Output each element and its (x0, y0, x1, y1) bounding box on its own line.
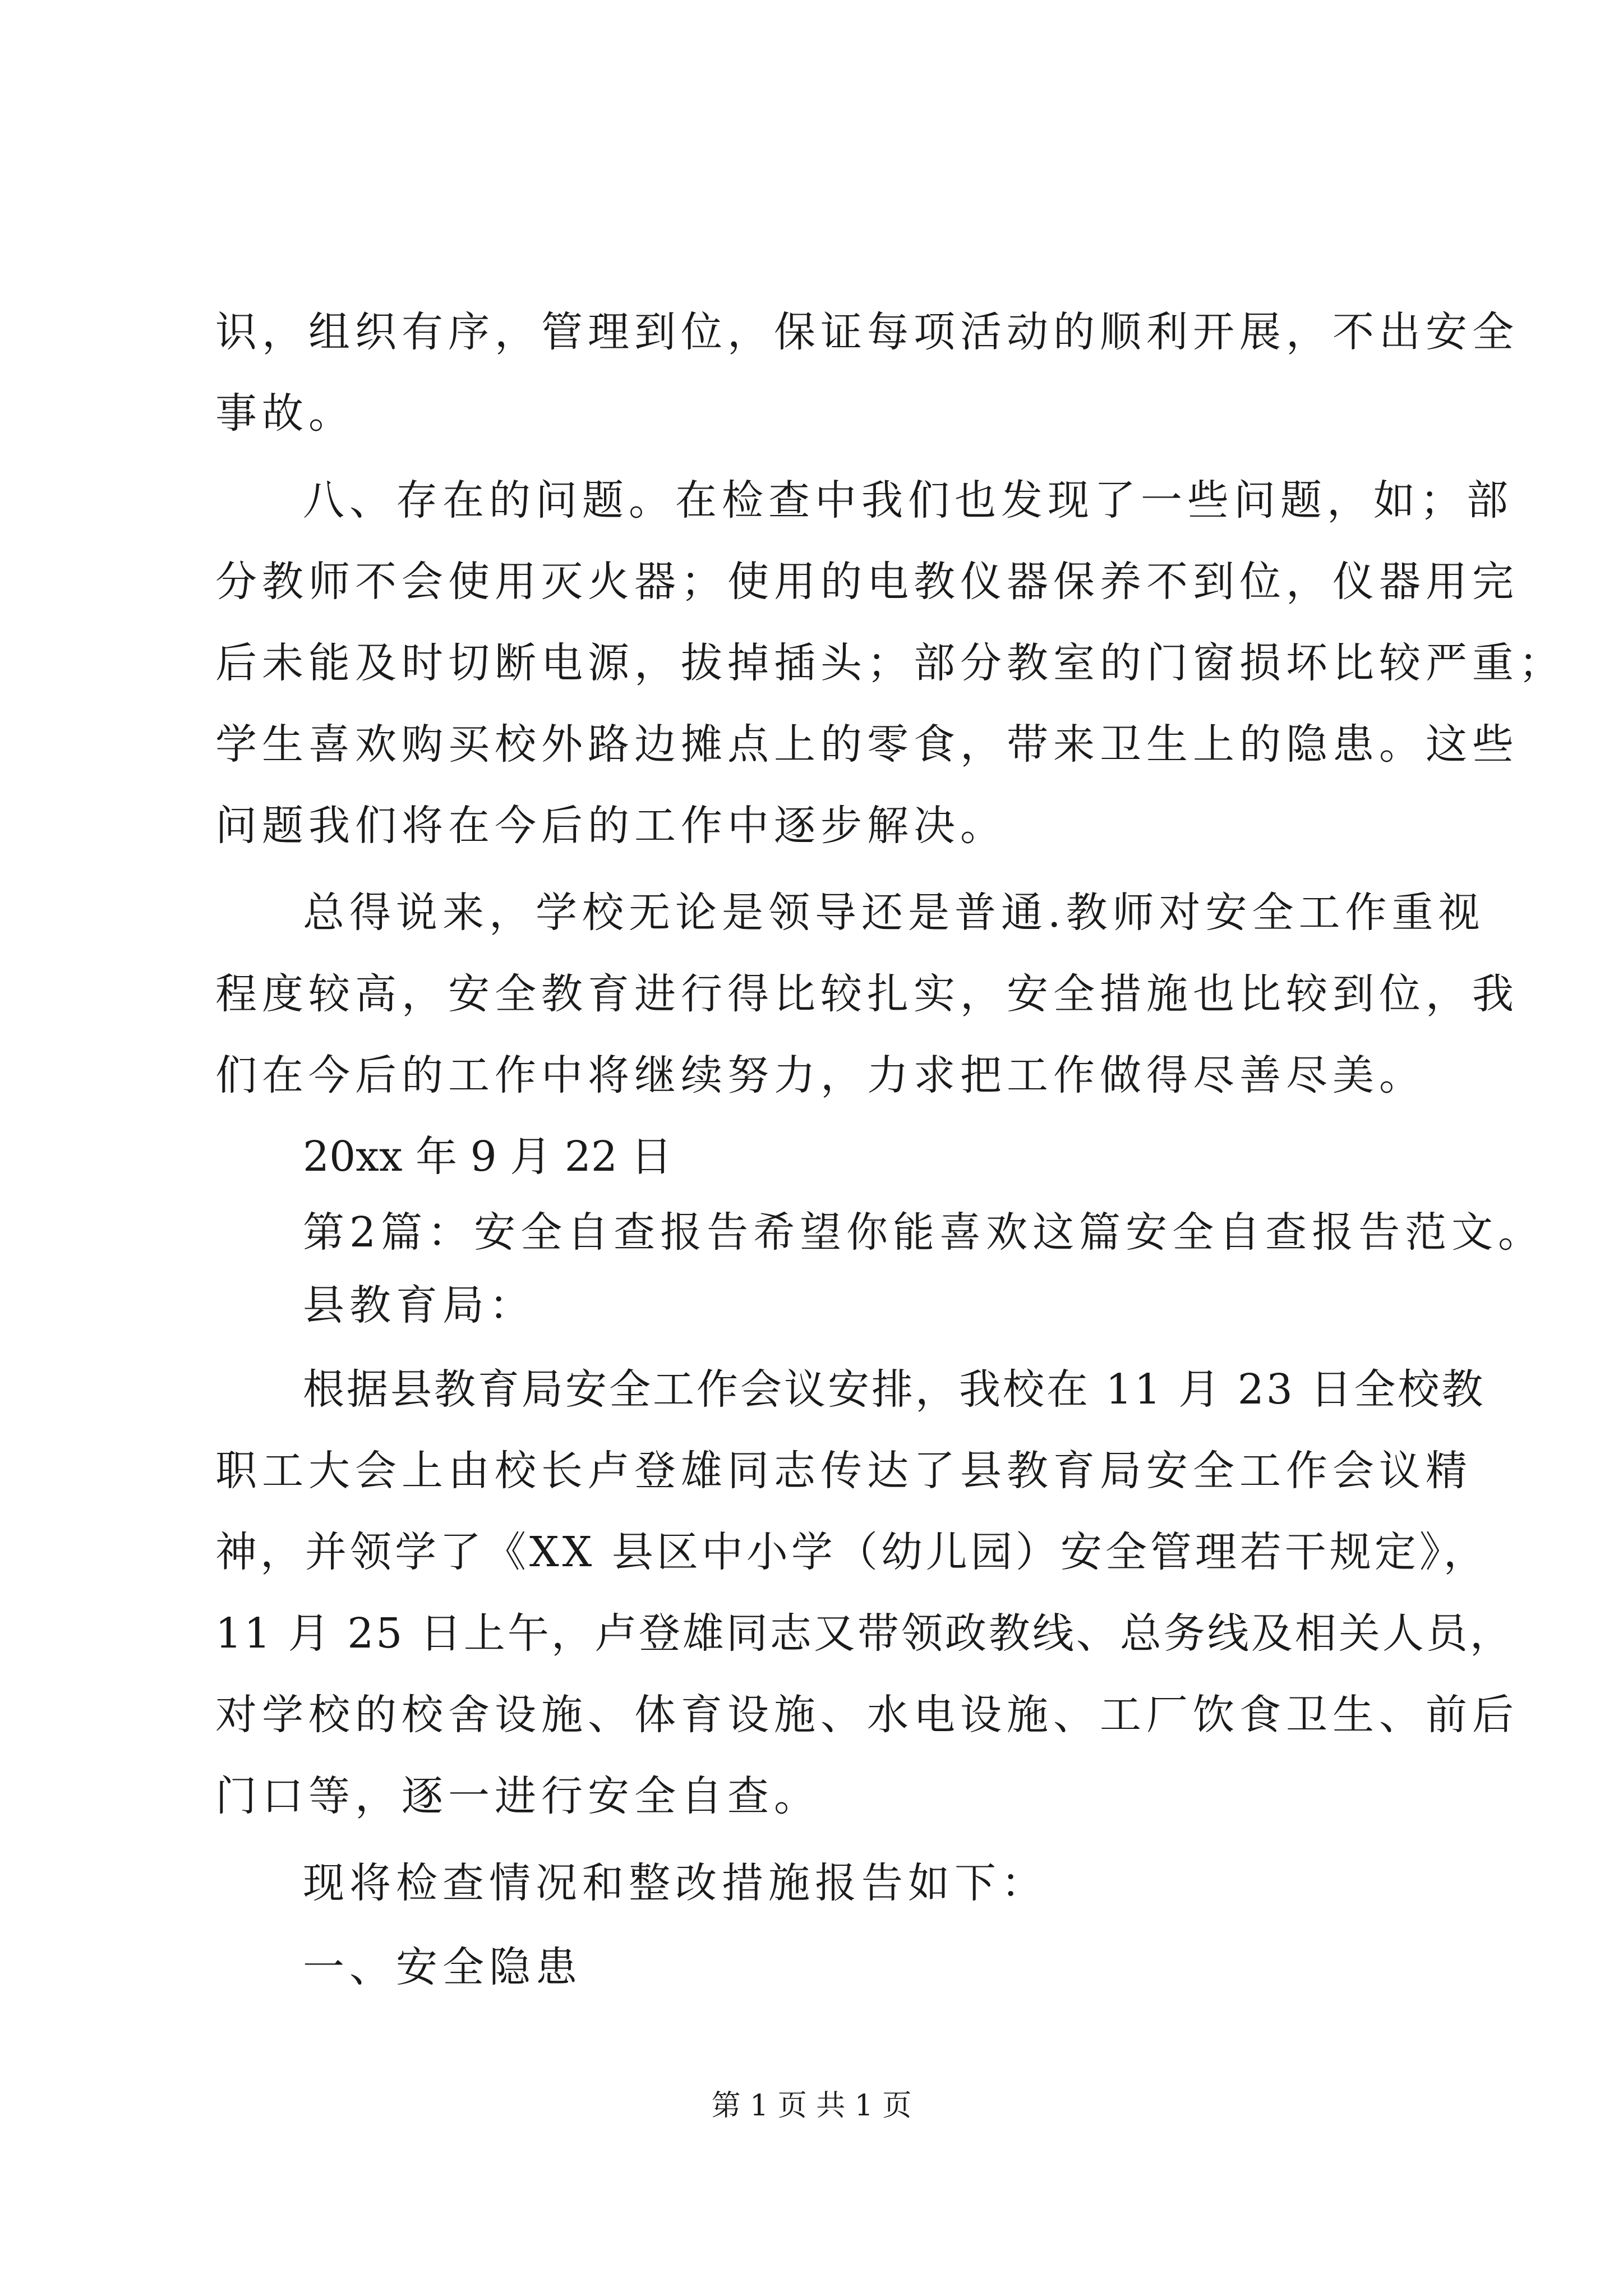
body-text-line: 对学校的校舍设施、体育设施、水电设施、工厂饮食卫生、前后 (215, 1691, 1519, 1739)
body-text-line: 分教师不会使用灭火器；使用的电教仪器保养不到位，仪器用完 (215, 558, 1519, 606)
body-text-line: 现将检查情况和整改措施报告如下： (303, 1859, 1048, 1907)
section-heading-problems: 八、存在的问题。在检查中我们也发现了一些问题，如；部 (303, 476, 1513, 524)
body-text-line: 问题我们将在今后的工作中逐步解决。 (215, 802, 1007, 850)
body-text-line: 识，组织有序，管理到位，保证每项活动的顺利开展，不出安全 (215, 308, 1519, 356)
page-footer: 第 1 页 共 1 页 (711, 2089, 912, 2123)
section-heading-hazards: 一、安全隐患 (303, 1943, 582, 1991)
body-text-line: 事故。 (215, 389, 355, 438)
body-text-line: 们在今后的工作中将继续努力，力求把工作做得尽善尽美。 (215, 1051, 1426, 1099)
body-text-line: 职工大会上由校长卢登雄同志传达了县教育局安全工作会议精 (215, 1447, 1472, 1495)
body-text-line: 11 月 25 日上午，卢登雄同志又带领政教线、总务线及相关人员， (215, 1609, 1514, 1658)
body-text-line: 学生喜欢购买校外路边摊点上的零食，带来卫生上的隐患。这些 (215, 720, 1519, 769)
article-title: 第2篇：安全自查报告希望你能喜欢这篇安全自查报告范文。 (303, 1208, 1545, 1257)
body-text-line: 门口等，逐一进行安全自查。 (215, 1772, 820, 1820)
summary-paragraph-start: 总得说来，学校无论是领导还是普通.教师对安全工作重视 (303, 889, 1485, 937)
body-text-line: 程度较高，安全教育进行得比较扎实，安全措施也比较到位，我 (215, 970, 1519, 1018)
body-text-line: 根据县教育局安全工作会议安排，我校在 11 月 23 日全校教 (303, 1365, 1486, 1414)
body-text-line: 神，并领学了《XX 县区中小学（幼儿园）安全管理若干规定》， (215, 1528, 1488, 1576)
date-line: 20xx 年 9 月 22 日 (303, 1133, 672, 1181)
body-text-line: 后未能及时切断电源，拔掉插头；部分教室的门窗损坏比较严重； (215, 639, 1565, 687)
addressee: 县教育局： (303, 1281, 536, 1329)
